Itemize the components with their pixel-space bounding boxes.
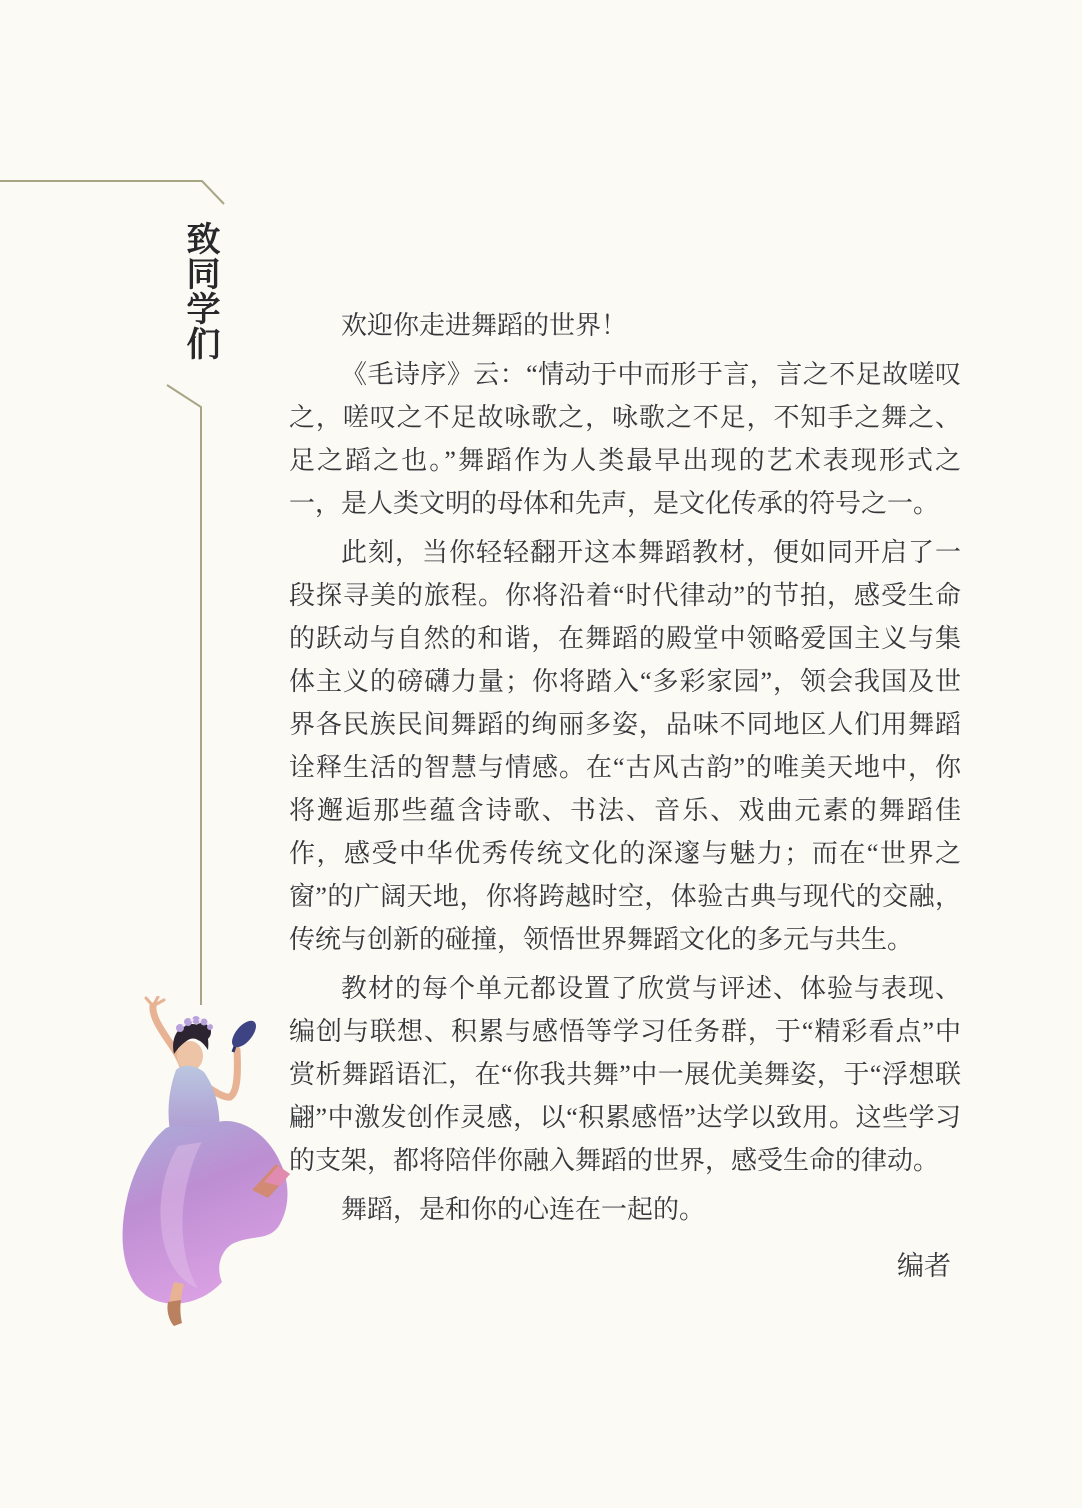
signature: 编者 [897,1251,951,1281]
dancer-fingers [146,997,164,1006]
dancer-photo [118,996,294,1328]
paragraph-closing: 舞蹈，是和你的心连在一起的。 [341,1195,706,1224]
page-title: 致同学们 [181,221,218,361]
paragraph-welcome: 欢迎你走进舞蹈的世界！ [341,311,628,340]
top-corner-line [0,181,224,204]
paragraph-tasks: 教材的每个单元都设置了欣赏与评述、体验与表现、编创与联想、积累与感悟等学习任务群，于“精彩看点”中赏析舞蹈语汇，在“你我共舞”中一展优美舞姿，于“浮想联翩”中激发创作灵感，以“积累感悟”达学以致用。这些学习的支架，都将陪伴你融入舞蹈的世界，感受生命的律动。 [289,974,961,1175]
paragraph-maoshixu: 《毛诗序》云：“情动于中而形于言，言之不足故嗟叹之，嗟叹之不足故咏歌之，咏歌之不足，不知手之舞之、足之蹈之也。”舞蹈作为人类最早出现的艺术表现形式之一，是人类文明的母体和先声，是文化传承的符号之一。 [289,360,961,518]
fan-icon [228,1017,261,1052]
dancer-pointe-shoe [167,1300,182,1326]
dancer-skirt [123,1121,288,1304]
body-text [289,304,961,1288]
left-vertical-line [167,385,201,1005]
paragraph-units: 此刻，当你轻轻翻开这本舞蹈教材，便如同开启了一段探寻美的旅程。你将沿着“时代律动”的节拍，感受生命的跃动与自然的和谐，在舞蹈的殿堂中领略爱国主义与集体主义的磅礴力量；你将踏入“多彩家园”，领会我国及世界各民族民间舞蹈的绚丽多姿，品味不同地区人们用舞蹈诠释生活的智慧与情感。在“古风古韵”的唯美天地中，你将邂逅那些蕴含诗歌、书法、音乐、戏曲元素的舞蹈佳作，感受中华优秀传统文化的深邃与魅力；而在“世界之窗”的广阔天地，你将跨越时空，体验古典与现代的交融，传统与创新的碰撞，领悟世界舞蹈文化的多元与共生。 [289,538,961,954]
